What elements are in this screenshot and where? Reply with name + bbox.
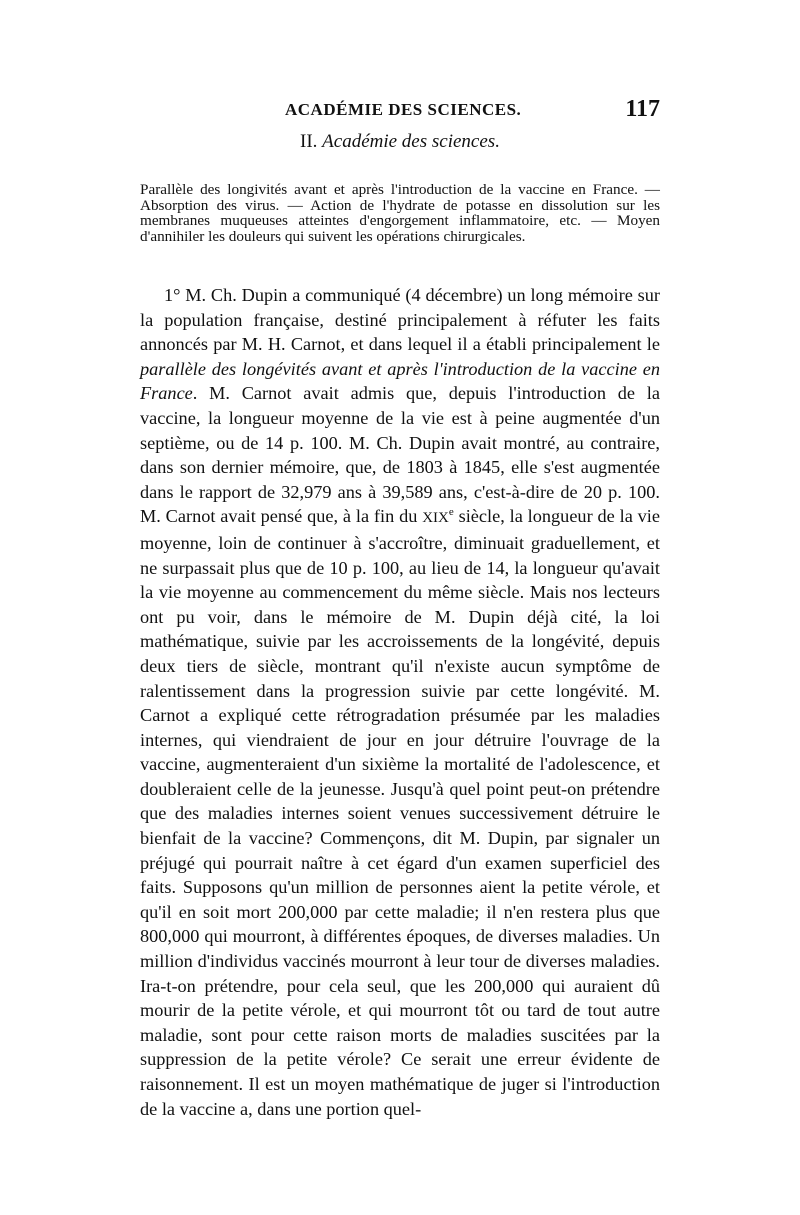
paragraph-text-end: siècle, la longueur de la vie moyenne, loin de continuer à s'accroître, diminuait graduellement, et ne surpassait plus que de 10 p. 100, au lieu de 14, la longueur qu'avait la vie moyenne au commencement du même siècle. Mais nos lecteurs ont pu voir, dans le mémoire de M. Dupin déjà cité, la loi mathématique, suivie par les accroissements de la longévité, depuis deux tiers de siècle, montrant qu'il n'existe aucun symptôme de ralentissement dans la progression suivie par cette longévité. M. Carnot a expliqué cette rétrogradation présumée par les maladies internes, qui viendraient de jour en jour détruire l'ouvrage de la vaccine, augmenteraient d'un sixième la mortalité de l'adolescence, et doubleraient celle de la jeunesse. Jusqu'à quel point peut-on prétendre que des maladies internes soient venues successivement détruire le bienfait de la vaccine? Commençons, dit M. Dupin, par signaler un préjugé qui pourrait naître à cet égard d'un examen superficiel des faits. Supposons qu'un million de personnes aient la petite vérole, et qu'il en soit mort 200,000 par cette maladie; il n'en restera plus que 800,000 qui mourront, à différentes époques, de diverses maladies. Un million d'individus vaccinés mourront à leur tour de diverses maladies. Ira-t-on prétendre, pour cela seul, que les 200,000 qui auraient dû mourir de la petite vérole, et qui mourront tôt ou tard de tout autre maladie, sont pour cette raison morts de maladies suscitées par la suppression de la petite vérole? Ce serait une erreur évidente de raisonnement. Il est un moyen mathématique de juger si l'introduction de la vaccine a, dans une portion quel- [140,506,660,1119]
paragraph [140,283,660,1121]
running-head [140,96,660,126]
section-title: Académie des sciences. [322,131,500,152]
page-number: 117 [625,96,660,122]
body-text [140,283,660,1121]
paragraph-text-start: 1° M. Ch. Dupin a communiqué (4 décembre) un long mémoire sur la population française, destiné principalement à réfuter les faits annoncés par M. H. Carnot, et dans lequel il a établi principalement le [140,285,660,355]
section-number: II. [300,131,318,152]
section-heading [140,131,660,153]
section-summary: Parallèle des longivités avant et après l'introduction de la vaccine en France. — Absorption des virus. — Action de l'hydrate de potasse en dissolution sur les membranes muqueuses atteintes d'engorgement inflammatoire, etc. — Moyen d'annihiler les douleurs qui suivent les opérations chirurgicales. [140,181,660,245]
running-title: ACADÉMIE DES SCIENCES. [285,100,522,119]
paragraph-text-middle: . M. Carnot avait admis que, depuis l'introduction de la vaccine, la longueur moyenne de la vie est à peine augmentée d'un septième, ou de 14 p. 100. M. Ch. Dupin avait montré, au contraire, dans son dernier mémoire, que, de 1803 à 1845, elle s'est augmentée dans le rapport de 32,979 ans à 39,589 ans, c'est-à-dire de 20 p. 100. M. Carnot avait pensé que, à la fin du [140,383,660,527]
century-numeral: XIX [422,510,449,527]
paragraph-italic-title: parallèle des longévités avant et après l'introduction de la vaccine en France [140,358,660,404]
century-superscript: e [448,506,454,519]
